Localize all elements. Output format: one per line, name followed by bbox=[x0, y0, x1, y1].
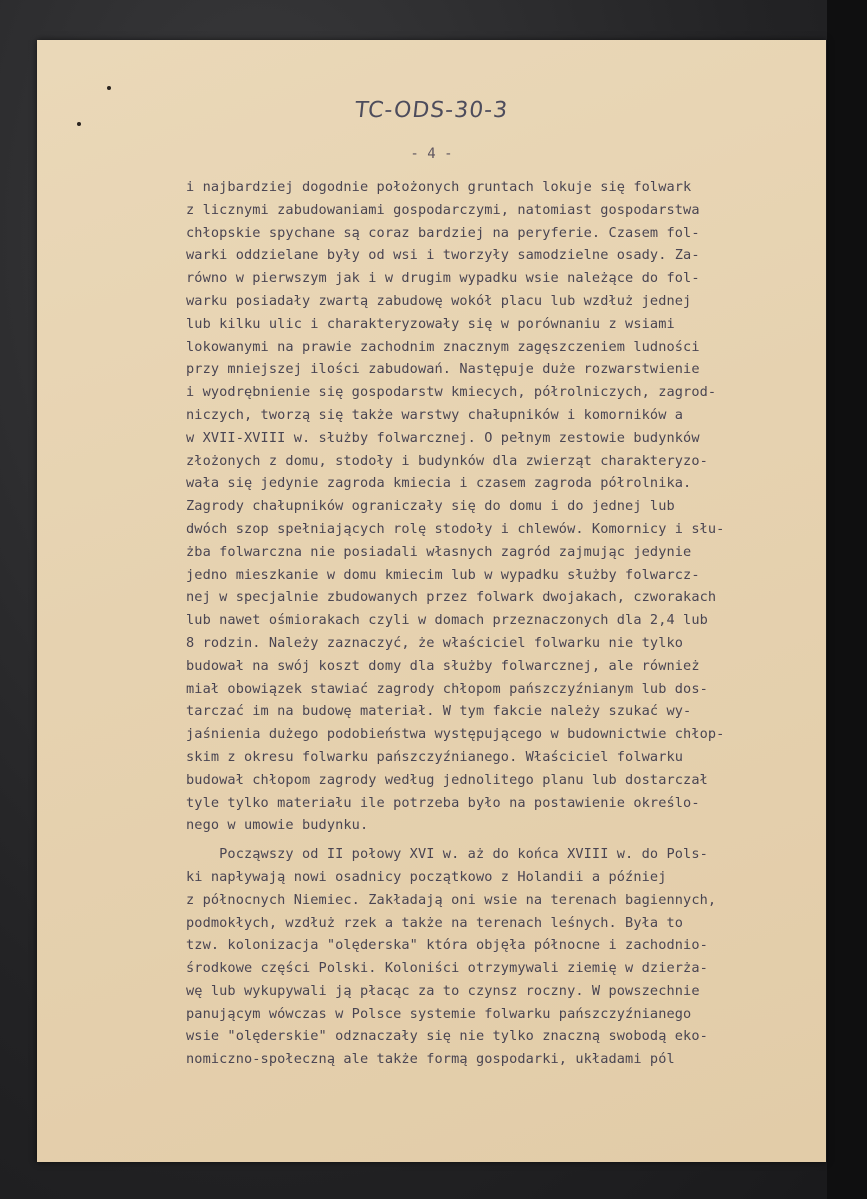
text-line: ki napływają nowi osadnicy początkowo z Holandii a później bbox=[186, 868, 667, 885]
text-line: wę lub wykupywali ją płacąc za to czynsz roczny. W powszechnie bbox=[186, 982, 700, 999]
text-line: dwóch szop spełniających rolę stodoły i chlewów. Komornicy i słu- bbox=[186, 520, 725, 537]
text-line: żba folwarczna nie posiadali własnych zagród zajmując jedynie bbox=[186, 543, 692, 560]
text-line: wała się jedynie zagroda kmiecia i czasem zagroda półrolnika. bbox=[186, 475, 692, 492]
text-line: złożonych z domu, stodoły i budynków dla zwierząt charakteryzo- bbox=[186, 452, 708, 469]
text-line: miał obowiązek stawiać zagrody chłopom pańszczyźnianym lub dos- bbox=[186, 680, 708, 697]
text-line: środkowe części Polski. Koloniści otrzymywali ziemię w dzierża- bbox=[186, 960, 708, 977]
text-line: lub nawet ośmiorakach czyli w domach przeznaczonych dla 2,4 lub bbox=[186, 612, 708, 629]
body-text bbox=[186, 176, 806, 1071]
text-line: z licznymi zabudowaniami gospodarczymi, natomiast gospodarstwa bbox=[186, 201, 700, 218]
text-line: Zagrody chałupników ograniczały się do domu i do jednej lub bbox=[186, 498, 675, 515]
text-line: budował chłopom zagrody według jednolitego planu lub dostarczał bbox=[186, 771, 708, 788]
text-line: chłopskie spychane są coraz bardziej na peryferie. Czasem fol- bbox=[186, 224, 700, 241]
page-number: - 4 - bbox=[410, 146, 453, 162]
text-line: przy mniejszej ilości zabudowań. Następuje duże rozwarstwienie bbox=[186, 361, 700, 378]
text-line: warku posiadały zwartą zabudowę wokół placu lub wzdłuż jednej bbox=[186, 292, 692, 309]
text-line: skim z okresu folwarku pańszczyźnianego. Właściciel folwarku bbox=[186, 748, 684, 765]
paragraph bbox=[186, 176, 806, 837]
archive-code: TC-ODS-30-3 bbox=[353, 98, 510, 123]
text-line: Począwszy od II połowy XVI w. aż do końca XVIII w. do Pols- bbox=[186, 846, 708, 863]
paragraph bbox=[186, 843, 806, 1071]
text-line: z północnych Niemiec. Zakładają oni wsie na terenach bagiennych, bbox=[186, 891, 717, 908]
text-line: i najbardziej dogodnie położonych gruntach lokuje się folwark bbox=[186, 179, 692, 195]
text-line: lokowanymi na prawie zachodnim znacznym zagęszczeniem ludności bbox=[186, 338, 700, 355]
text-line: tarczać im na budowę materiał. W tym fakcie należy szukać wy- bbox=[186, 703, 692, 720]
text-line: niczych, tworzą się także warstwy chałupników i komorników a bbox=[186, 406, 684, 423]
binder-hole-mark bbox=[107, 86, 111, 90]
text-line: panującym wówczas w Polsce systemie folwarku pańszczyźnianego bbox=[186, 1005, 692, 1022]
text-line: w XVII-XVIII w. służby folwarcznej. O pełnym zestowie budynków bbox=[186, 429, 700, 446]
text-line: równo w pierwszym jak i w drugim wypadku wsie należące do fol- bbox=[186, 270, 700, 287]
text-line: tzw. kolonizacja "olęderska" która objęła północne i zachodnio- bbox=[186, 937, 708, 954]
text-line: jedno mieszkanie w domu kmiecim lub w wypadku służby folwarcz- bbox=[186, 566, 700, 583]
text-line: tyle tylko materiału ile potrzeba było na postawienie określo- bbox=[186, 794, 700, 811]
text-line: wsie "olęderskie" odznaczały się nie tylko znaczną swobodą eko- bbox=[186, 1028, 708, 1045]
text-line: warki oddzielane były od wsi i tworzyły samodzielne osady. Za- bbox=[186, 247, 700, 264]
text-line: nomiczno-społeczną ale także formą gospodarki, układami pól bbox=[186, 1051, 675, 1068]
text-line: nego w umowie budynku. bbox=[186, 817, 369, 834]
text-line: 8 rodzin. Należy zaznaczyć, że właściciel folwarku nie tylko bbox=[186, 634, 684, 651]
document-page bbox=[37, 40, 826, 1162]
text-line: i wyodrębnienie się gospodarstw kmiecych, półrolniczych, zagrod- bbox=[186, 384, 717, 401]
scanner-edge bbox=[827, 0, 867, 1199]
text-line: nej w specjalnie zbudowanych przez folwark dwojakach, czworakach bbox=[186, 589, 717, 606]
text-line: jaśnienia dużego podobieństwa występującego w budownictwie chłop- bbox=[186, 726, 725, 743]
text-line: budował na swój koszt domy dla służby folwarcznej, ale również bbox=[186, 657, 700, 674]
text-line: lub kilku ulic i charakteryzowały się w porównaniu z wsiami bbox=[186, 315, 675, 332]
text-line: podmokłych, wzdłuż rzek a także na terenach leśnych. Była to bbox=[186, 914, 684, 931]
